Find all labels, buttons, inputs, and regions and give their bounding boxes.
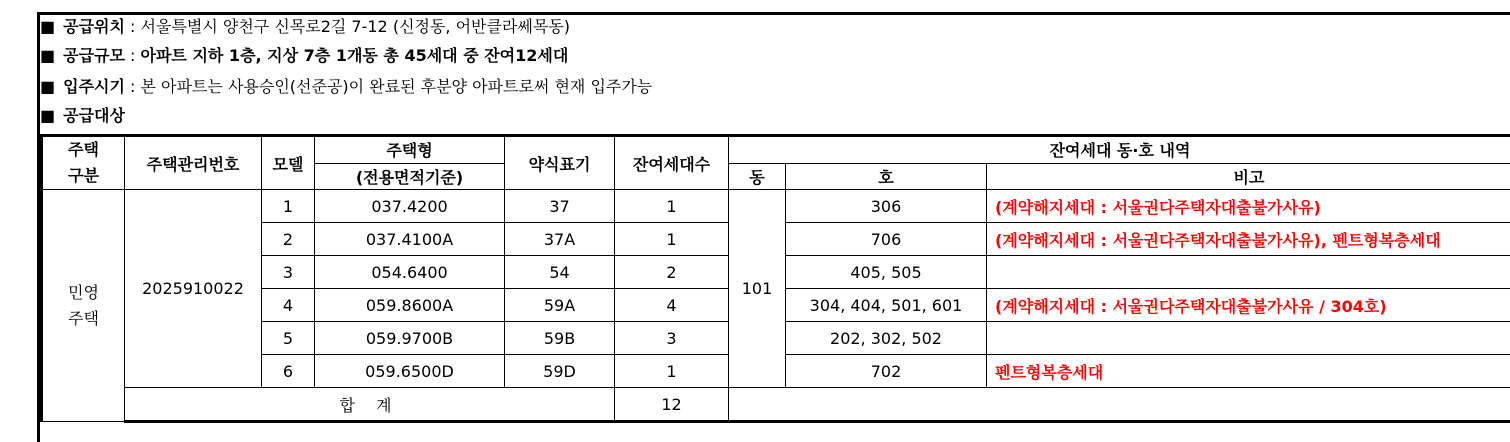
abbr-cell: 59B [505,322,615,355]
header-house-type-line1: 주택 [68,140,99,159]
total-row [42,388,1510,422]
note-cell: (계약해지세대 : 서울권다주택자대출불가사유) [987,190,1510,223]
move-in-value: 본 아파트는 사용승인(선준공)이 완료된 후분양 아파트로써 현재 입주가능 [140,77,653,96]
header-dong: 동 [729,163,786,189]
house-type-value-line2: 주택 [68,308,99,328]
header-model: 모델 [262,136,315,190]
model-cell: 2 [262,223,315,256]
header-house-size-sub: (전용면적기준) [315,163,505,189]
abbr-cell: 59D [505,355,615,388]
model-cell: 4 [262,289,315,322]
bullet-square-icon: ■ [40,46,56,65]
move-in-sep: : [124,77,141,96]
model-cell: 5 [262,322,315,355]
house-size-cell: 037.4100A [315,223,505,256]
house-type-value-line1: 민영 [68,282,99,302]
model-cell: 1 [262,190,315,223]
table-row [42,190,1510,223]
remaining-cell: 3 [615,322,729,355]
abbr-cell: 37 [505,190,615,223]
move-in-line [40,73,652,100]
note-cell: 펜트형복층세대 [987,355,1510,388]
note-cell [987,322,1510,355]
abbr-cell: 54 [505,256,615,289]
move-in-label: 입주시기 [63,77,125,96]
header-ho: 호 [786,163,987,189]
total-label: 합 계 [125,388,615,422]
abbr-cell: 59A [505,289,615,322]
supply-location-sep: : [124,17,141,36]
house-size-cell: 059.8600A [315,289,505,322]
supply-scale-label: 공급규모 [63,46,125,65]
total-value: 12 [615,388,729,422]
header-detail: 잔여세대 동·호 내역 [729,136,1510,164]
header-house-size: 주택형 [315,136,505,164]
bullet-square-icon: ■ [40,77,56,96]
remaining-cell: 1 [615,190,729,223]
ho-cell: 306 [786,190,987,223]
supply-scale-value: 아파트 지하 1층, 지상 7층 1개동 총 45세대 중 잔여12세대 [140,46,569,65]
ho-cell: 304, 404, 501, 601 [786,289,987,322]
house-size-cell: 037.4200 [315,190,505,223]
note-cell: (계약해지세대 : 서울권다주택자대출불가사유 / 304호) [987,289,1510,322]
house-size-cell: 059.9700B [315,322,505,355]
header-house-type-line2: 구분 [68,166,99,185]
supply-location-value: 서울특별시 양천구 신목로2길 7-12 (신정동, 어반클라쎄목동) [140,17,571,36]
ho-cell: 706 [786,223,987,256]
house-type-cell [42,190,125,422]
ho-cell: 405, 505 [786,256,987,289]
note-cell: (계약해지세대 : 서울권다주택자대출불가사유), 펜트형복층세대 [987,223,1510,256]
house-size-cell: 054.6400 [315,256,505,289]
dong-cell: 101 [729,190,786,388]
header-note: 비고 [987,163,1510,189]
abbr-cell: 37A [505,223,615,256]
remaining-cell: 2 [615,256,729,289]
model-cell: 6 [262,355,315,388]
remaining-cell: 4 [615,289,729,322]
supply-target-line [40,102,125,129]
model-cell: 3 [262,256,315,289]
header-house-type [42,136,125,190]
ho-cell: 702 [786,355,987,388]
mgmt-no-cell: 2025910022 [125,190,262,388]
supply-scale-line [40,42,568,69]
ho-cell: 202, 302, 502 [786,322,987,355]
supply-scale-sep: : [124,46,141,65]
supply-table [40,134,1510,423]
remaining-cell: 1 [615,223,729,256]
bullet-square-icon: ■ [40,17,56,36]
supply-location-label: 공급위치 [63,17,125,36]
supply-location-line [40,13,570,40]
header-mgmt-no: 주택관리번호 [125,136,262,190]
header-abbr: 약식표기 [505,136,615,190]
bullet-square-icon: ■ [40,106,56,125]
note-cell [987,256,1510,289]
supply-target-label: 공급대상 [63,106,125,125]
remaining-cell: 1 [615,355,729,388]
house-size-cell: 059.6500D [315,355,505,388]
total-empty-cell [729,388,1510,422]
header-remaining: 잔여세대수 [615,136,729,190]
